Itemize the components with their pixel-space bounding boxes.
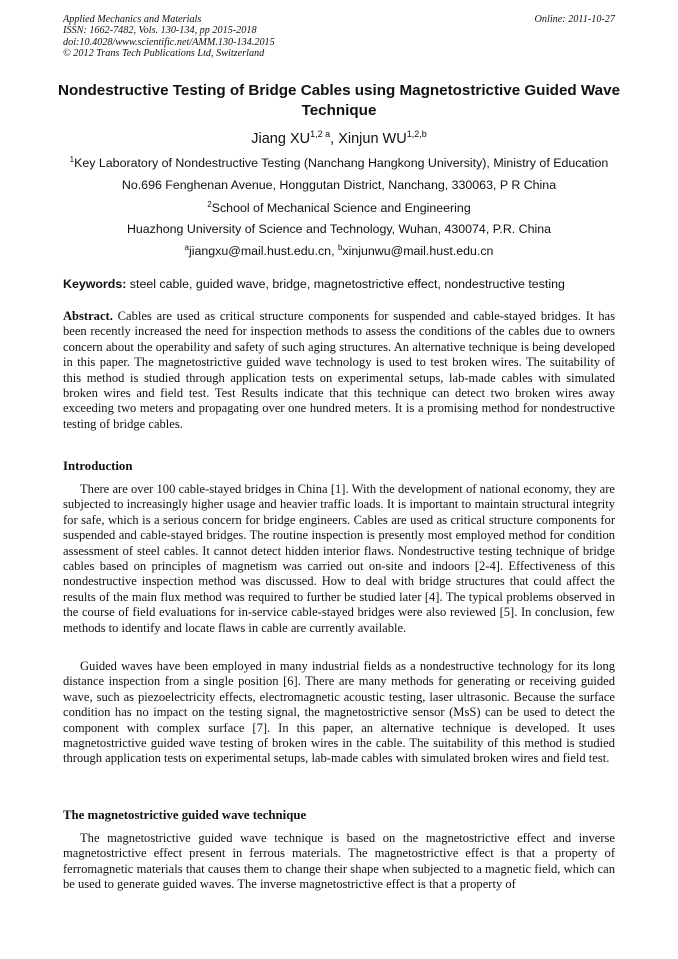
keywords-label: Keywords: — [63, 277, 127, 291]
introduction-paragraph-2: Guided waves have been employed in many industrial fields as a nondestructive technology for its long distance inspection from a single position [6]. There are many methods for generating or receiving guided wave, such as piezoelectricity effects, electromagnetic acoustic testing, laser ultrasonic. Because the surface condition has no impact on the testing signal, the magnetostrictive sensor (MsS) can be used to detect the component with complex surface [7]. In this paper, an alternative technique is developed. It uses magnetostrictive guided wave testing of broken wires in the cable. The suitability of this method is studied through application tests on experimental setups, lab-made cables with simulated broken wires and field test. — [63, 659, 615, 766]
section-2-heading: The magnetostrictive guided wave technique — [63, 808, 307, 822]
online-date: Online: 2011-10-27 — [534, 14, 615, 25]
affiliation-1-line-2: No.696 Fenghenan Avenue, Honggutan District, Nanchang, 330063, P R China — [121, 178, 557, 192]
doi-line: doi:10.4028/www.scientific.net/AMM.130-134.2015 — [63, 36, 275, 48]
author-2-affil: 1,2,b — [406, 129, 427, 139]
paper-title: Nondestructive Testing of Bridge Cables using Magnetostrictive Guided Wave Technique — [57, 82, 621, 119]
issn-line: ISSN: 1662-7482, Vols. 130-134, pp 2015-2018 — [63, 25, 257, 37]
introduction-heading: Introduction — [63, 459, 133, 473]
email-a-mark: a — [184, 243, 189, 252]
abstract — [63, 309, 615, 432]
affiliation-2-mark: 2 — [207, 200, 212, 209]
author-1-affil: 1,2 a — [310, 129, 331, 139]
author-separator: , — [330, 131, 339, 147]
affiliation-1-line-1 — [0, 155, 678, 170]
author-2: Xinjun WU — [338, 131, 407, 147]
author-1: Jiang XU — [251, 131, 311, 147]
introduction-paragraph-1: There are over 100 cable-stayed bridges in China [1]. With the development of national economy, they are subjected to increasingly higher usage and heavier traffic loads. It is important to maintain structural integrity for safe, which is a serious concern for bridge engineers. Cables are used as critical structure components for suspended and cable-stayed bridges. The routine inspection is presently most employed method for condition assessment of steel cables. It cannot detect hidden interior flaws. Nondestructive testing technique of bridge cables based on principles of magnetism was carried out on-site and indoors [2-4]. Effectiveness of this nondestructive inspection method was discussed. How to deal with bridge structures that could affect the results of the main flux method was required to further be studied later [4]. The typical problems observed in the course of field evaluations for in-service cable-stayed bridges were also reviewed [5]. In conclusion, few methods to identify and locate flaws in cable are currently available. — [63, 482, 615, 635]
affiliation-1-mark: 1 — [69, 155, 75, 164]
affiliation-2-line-2: Huazhong University of Science and Technology, Wuhan, 430074, P.R. China — [126, 222, 552, 236]
email-b-mark: b — [337, 243, 343, 252]
keywords-text: steel cable, guided wave, bridge, magnetostrictive effect, nondestructive testing — [126, 277, 565, 291]
copyright-line: © 2012 Trans Tech Publications Ltd, Switzerland — [63, 48, 265, 60]
abstract-text: Cables are used as critical structure components for suspended and cable-stayed bridges. It has been recently increased the need for inspection methods to assess the conditions of the cables due to owners concern about the operability and safety of such aging structures. An alternative technique is being developed in this paper. The magnetostrictive guided wave technology is used to test broken wires. The suitability of this method is studied through application tests on experimental setups, lab-made cables with simulated broken wires and field test. Test Results indicate that this technique can detect two broken wires away exceeding two meters and propagating over one hundred meters. It is a promising method for nondestructive testing of bridge cables. — [63, 309, 615, 431]
journal-name: Applied Mechanics and Materials — [63, 14, 202, 25]
affiliation-1-text: Key Laboratory of Nondestructive Testing (Nanchang Hangkong University), Ministry of Education — [74, 156, 609, 170]
journal-header — [63, 14, 275, 60]
email-b: xinjunwu@mail.hust.edu.cn — [342, 244, 494, 258]
keywords — [63, 277, 623, 291]
affiliation-2-text: School of Mechanical Science and Engineering — [211, 201, 471, 215]
affiliation-2-line-1 — [0, 200, 678, 215]
email-a: jiangxu@mail.hust.edu.cn, — [189, 244, 338, 258]
email-line — [0, 243, 678, 258]
abstract-label: Abstract. — [63, 309, 113, 323]
author-line — [0, 129, 678, 147]
section-2-paragraph-1: The magnetostrictive guided wave technique is based on the magnetostrictive effect and inverse magnetostrictive effect present in ferrous materials. The magnetostrictive effect is that a property of ferromagnetic materials that causes them to change their shape when subjected to a magnetic field, which can be used to generate guided waves. The inverse magnetostrictive effect is that a property of — [63, 831, 615, 892]
